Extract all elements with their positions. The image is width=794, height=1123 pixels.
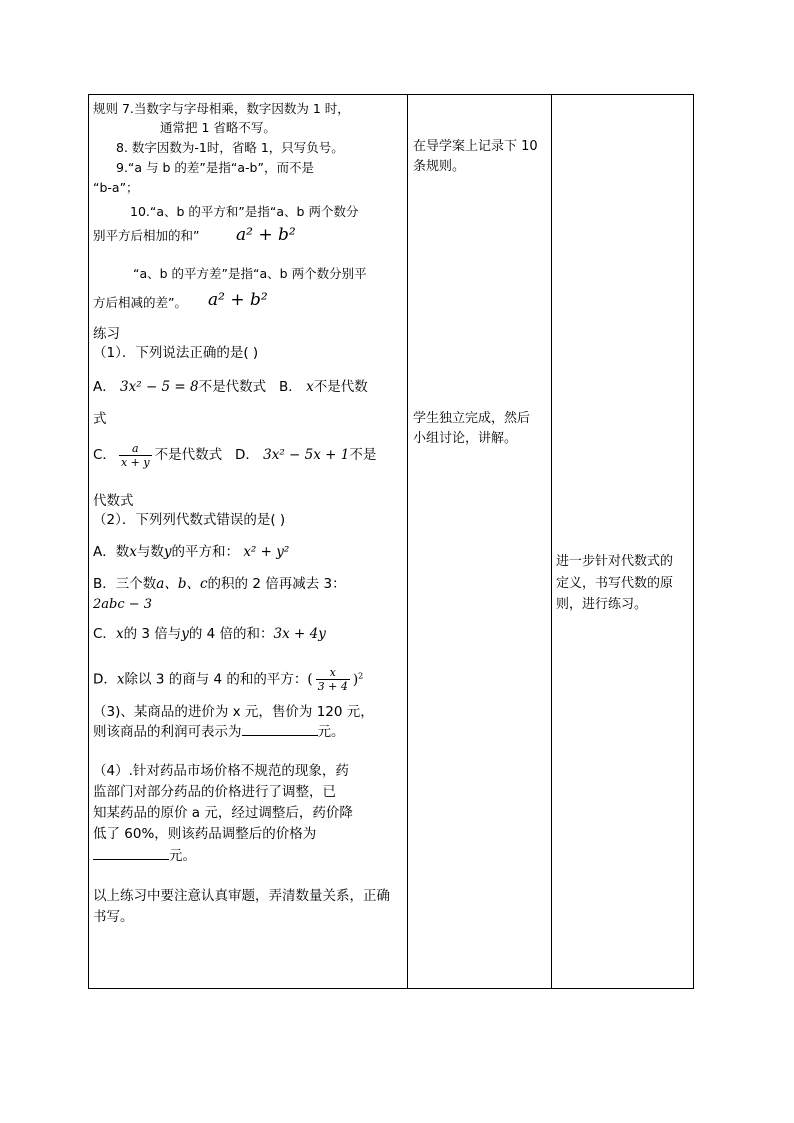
column-divider (551, 95, 552, 988)
fraction-denominator: x + y (120, 455, 150, 469)
paren-close-squared: )$^2$ (352, 671, 364, 688)
q1-wrap1: 式 (93, 411, 107, 427)
var-y: y (163, 544, 172, 560)
question-3-line1: （3)、某商品的进价为 x 元，售价为 120 元， (93, 704, 374, 720)
q2-option-c (93, 626, 326, 642)
q1-a-text: 不是代数式 (198, 379, 267, 395)
note-line1: 以上练习中要注意认真审题，弄清数量关系，正确 (93, 888, 390, 904)
q4-unit: 元。 (169, 848, 196, 864)
rule8: 8. 数字因数为-1时，省略 1，只写负号。 (116, 140, 344, 155)
rule7-line2: 通常把 1 省略不写。 (160, 120, 276, 135)
question-4-line2: 监部门对部分药品的价格进行了调整，已 (93, 784, 336, 800)
formula-sum-squares: a² + b² (236, 225, 296, 245)
fraction-numerator: a (131, 441, 139, 455)
q2-b-vars: a、b、c (156, 576, 208, 592)
q2-a-mid: 与数 (136, 544, 164, 560)
rule10-line2: 别平方后相加的和” (93, 228, 200, 243)
q2-c-text: C． (93, 626, 116, 642)
var-x: x (115, 626, 124, 642)
rule10-line4: 方后相减的差”。 (93, 295, 187, 310)
q2-option-d (93, 661, 363, 695)
q2-c-expr: 3x + 4y (273, 626, 326, 642)
question-4-line5 (93, 847, 196, 864)
activity-discuss-line2: 小组讨论，讲解。 (413, 431, 518, 446)
answer-blank[interactable] (242, 723, 318, 736)
paren-open: ( (307, 671, 313, 688)
question-4-line3: 知某药品的原价 a 元，经过调整后，药价降 (93, 805, 353, 821)
q2-option-b (93, 576, 346, 592)
q2-d-end: 除以 3 的商与 4 的和的平方： (124, 671, 308, 688)
q2-c-mid: 的 3 倍与 (123, 626, 182, 642)
q2-d-fraction (316, 666, 350, 693)
var-y: y (181, 626, 189, 642)
q1-wrap2: 代数式 (93, 493, 134, 509)
formula-diff-squares: a² + b² (208, 290, 268, 310)
q3-text: 则该商品的利润可表示为 (93, 724, 242, 740)
q1-c-fraction (119, 442, 152, 469)
q2-b-end: 的积的 2 倍再减去 3： (207, 576, 346, 592)
intent-line3: 则，进行练习。 (556, 597, 648, 612)
q1-option-a-b (93, 379, 368, 395)
q1-a-expr: 3x² − 5 = 8 (120, 379, 199, 395)
rule9-line1: 9.“a 与 b 的差”是指“a-b”，而不是 (116, 160, 314, 175)
question-3-line2 (93, 723, 345, 740)
var-x: x (129, 544, 137, 560)
q1-d-text: 不是 (349, 447, 377, 463)
rule10-line3: “a、b 的平方差”是指“a、b 两个数分别平 (133, 266, 367, 281)
question-4-line1: （4）.针对药品市场价格不规范的现象，药 (93, 763, 349, 779)
q2-b-expr: 2abc − 3 (93, 597, 153, 612)
q1-b-label: B． (279, 379, 302, 395)
q2-a-expr: x² + y² (243, 544, 290, 560)
q1-a-label: A． (93, 379, 116, 395)
q1-option-c-d (93, 440, 376, 470)
q1-b-text: 不是代数 (313, 379, 368, 395)
column-divider (407, 95, 408, 988)
note-line2: 书写。 (93, 909, 134, 925)
intent-line1: 进一步针对代数式的 (556, 554, 674, 569)
question-1: （1）．下列说法正确的是( ) (93, 345, 259, 361)
q1-c-label: C． (93, 447, 116, 463)
fraction-numerator: x (329, 666, 336, 679)
q3-unit: 元。 (317, 724, 345, 740)
q2-b-text: B．三个数 (93, 576, 157, 592)
q2-d-text: D． (93, 671, 117, 688)
activity-record-line2: 条规则。 (413, 159, 466, 174)
q2-a-text: A．数 (93, 544, 130, 560)
intent-line2: 定义，书写代数的原 (556, 576, 674, 591)
q1-d-expr: 3x² − 5x + 1 (263, 447, 350, 463)
q1-b-expr: x (306, 379, 314, 395)
activity-discuss-line1: 学生独立完成，然后 (413, 411, 531, 426)
fraction-denominator: 3 + 4 (317, 680, 348, 693)
rule9-line2: “b-a”； (93, 180, 139, 195)
q2-c-end: 的 4 倍的和： (188, 626, 274, 642)
rule7-line1: 规则 7.当数字与字母相乘，数字因数为 1 时， (93, 101, 350, 116)
question-4-line4: 低了 60%，则该药品调整后的价格为 (93, 826, 317, 842)
q2-a-end: 的平方和： (171, 544, 240, 560)
practice-heading: 练习 (93, 326, 120, 342)
var-x: x (116, 671, 125, 688)
question-2: （2）．下列列代数式错误的是( ) (93, 512, 286, 528)
answer-blank[interactable] (93, 847, 169, 860)
q1-c-text: 不是代数式 (154, 447, 223, 463)
q1-d-label: D． (234, 447, 259, 463)
q2-option-a (93, 544, 289, 560)
rule10-line1: 10.“a、b 的平方和”是指“a、b 两个数分 (130, 204, 359, 219)
activity-record-line1: 在导学案上记录下 10 (413, 139, 538, 154)
